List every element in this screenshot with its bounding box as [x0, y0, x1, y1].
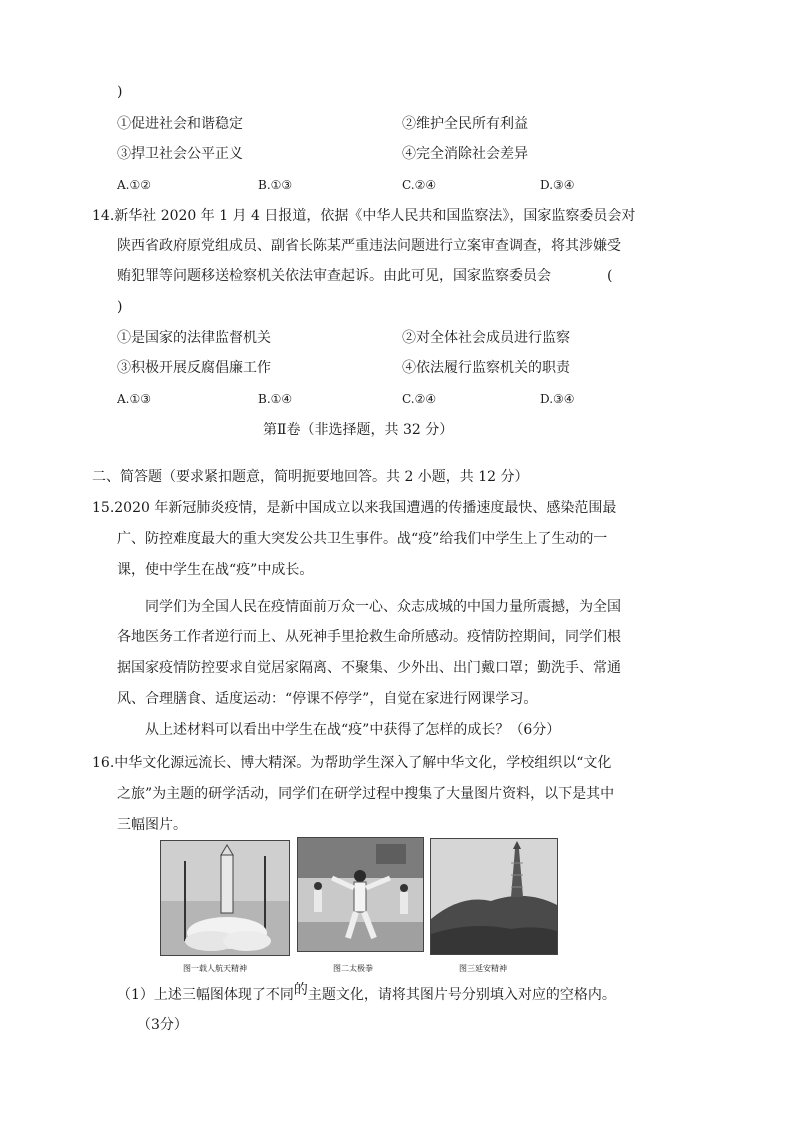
q14-option-2: ②对全体社会成员进行监察 — [402, 330, 570, 346]
q15-line-2: 广、防控难度最大的重大突发公共卫生事件。战“疫”给我们中学生上了生动的一 — [117, 531, 608, 547]
q14-line-2: 陕西省政府原党组成员、副省长陈某严重违法问题进行立案审查调查，将其涉嫌受 — [117, 238, 621, 254]
rocket-launch-image — [161, 841, 289, 955]
q13-answer-a: A.①② — [117, 178, 151, 192]
q14-option-4: ④依法履行监察机关的职责 — [402, 360, 570, 376]
q13-option-2: ②维护全民所有利益 — [402, 116, 528, 132]
q13-option-4: ④完全消除社会差异 — [402, 146, 528, 162]
q15-line-8: 从上述材料可以看出中学生在战“疫”中获得了怎样的成长？（6分） — [145, 722, 561, 738]
q14-answer-b: B.①④ — [258, 392, 293, 406]
q13-option-3: ③捍卫社会公平正义 — [117, 146, 243, 162]
q15-line-5: 各地医务工作者逆行而上、从死神手里抢救生命所感动。疫情防控期间，同学们根 — [117, 629, 621, 645]
photo-rocket-launch — [160, 840, 290, 956]
q16-line-1: 16.中华文化源远流长、博大精深。为帮助学生深入了解中华文化，学校组织以“文化 — [92, 755, 612, 771]
q16-sub1-score: （3分） — [137, 1017, 188, 1033]
photo-yanan-pagoda — [430, 838, 558, 955]
q16-line-3: 三幅图片。 — [117, 817, 187, 833]
q15-line-7: 风、合理膳食、适度运动：“停课不停学”，自觉在家进行网课学习。 — [117, 691, 538, 707]
photo-caption-3: 图三延安精神 — [459, 964, 507, 973]
yanan-pagoda-image — [431, 839, 557, 954]
photo-caption-1: 图一载人航天精神 — [183, 964, 247, 973]
q15-line-4: 同学们为全国人民在疫情面前万众一心、众志成城的中国力量所震撼，为全国 — [145, 599, 621, 615]
q16-sub1-part-b: 的 — [293, 982, 308, 998]
q16-sub1-part-a: （1）上述三幅图体现了不同 — [117, 987, 294, 1003]
q14-line-3: 贿犯罪等问题移送检察机关依法审查起诉。由此可见，国家监察委员会 — [117, 268, 551, 284]
section-title: 第Ⅱ卷（非选择题，共 32 分） — [263, 422, 454, 438]
q15-line-1: 15.2020 年新冠肺炎疫情，是新中国成立以来我国遭遇的传播速度最快、感染范围最 — [92, 500, 617, 516]
q14-option-1: ①是国家的法律监督机关 — [117, 330, 271, 346]
q14-line-1: 14.新华社 2020 年 1 月 4 日报道，依据《中华人民共和国监察法》，国家监察委员会对 — [92, 208, 636, 224]
q16-line-2: 之旅”为主题的研学活动，同学们在研学过程中搜集了大量图片资料，以下是其中 — [117, 786, 615, 802]
q14-open-paren: ( — [607, 268, 613, 284]
q14-close-paren: ) — [117, 299, 123, 315]
photo-tai-chi — [297, 837, 424, 952]
q13-answer-b: B.①③ — [258, 178, 293, 192]
q13-option-1: ①促进社会和谐稳定 — [117, 116, 243, 132]
q13-answer-d: D.③④ — [540, 178, 575, 192]
q14-answer-a: A.①③ — [117, 392, 151, 406]
q15-line-6: 据国家疫情防控要求自觉居家隔离、不聚集、少外出、出门戴口罩；勤洗手、常通 — [117, 660, 621, 676]
q13-answer-c: C.②④ — [402, 178, 437, 192]
q15-line-3: 课，使中学生在战“疫”中成长。 — [117, 562, 314, 578]
q13-close-paren: ) — [117, 84, 123, 100]
q14-answer-d: D.③④ — [540, 392, 575, 406]
photo-caption-2: 图二太极拳 — [333, 964, 373, 973]
q16-sub1-part-c: 主题文化，请将其图片号分别填入对应的空格内。 — [307, 987, 616, 1003]
q16-sub1-text — [117, 982, 616, 1005]
tai-chi-image — [298, 838, 423, 951]
q14-answer-c: C.②④ — [402, 392, 437, 406]
q14-option-3: ③积极开展反腐倡廉工作 — [117, 360, 271, 376]
section2-heading: 二、简答题（要求紧扣题意，简明扼要地回答。共 2 小题，共 12 分） — [92, 469, 529, 485]
